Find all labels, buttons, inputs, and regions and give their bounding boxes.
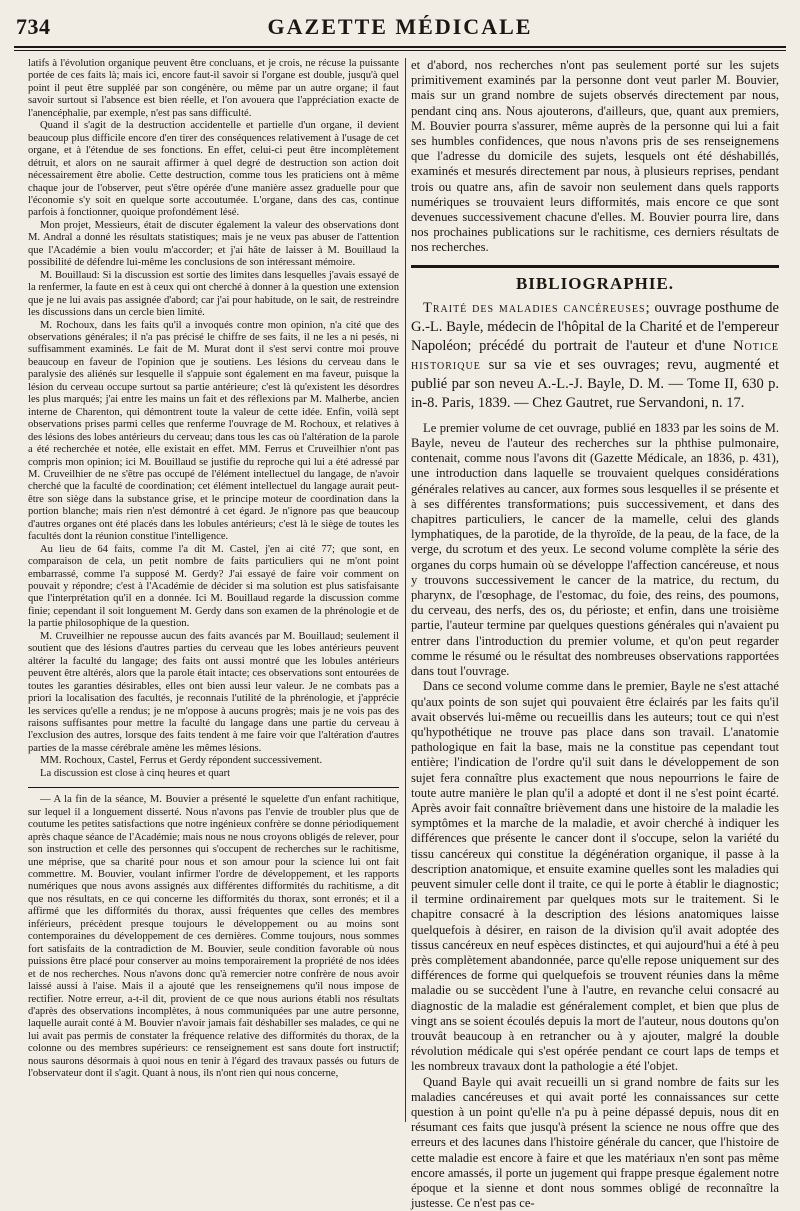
bibliography-notice: Notice historique: [411, 337, 779, 373]
paragraph: et d'abord, nos recherches n'ont pas seulement porté sur les sujets primitivement examinés par la personne dont veut parler M. Bouvier, mais sur un grand nombre de sujets observés directement par nous, pendant cinq ans. Nous ajouterons, d'ailleurs, que, quant aux premiers, M. Bouvier pourra s'assurer, même auprès de la personne qui lui a fait ses humbles confidences, que nous n'avons pris de ses renseignemens que l'adresse du domicile des sujets, lesquels ont été déshabillés, examinés et mesurés directement par nous, à plusieurs reprises, pendant trois ou quatre ans, afin de savoir non seulement dans quels rapports numériques se trouvaient leurs difformités, mais encore ce que sont devenues successivement chacune d'elles. M. Bouvier pourra lire, dans nos prochaines publications sur le rachitisme, ces derniers résultats de nos recherches.: [411, 58, 779, 255]
column-divider: [405, 58, 406, 1122]
paragraph: M. Cruveilhier ne repousse aucun des faits avancés par M. Bouillaud; seulement il soutient que des lésions d'autres parties du cerveau que les lobes antérieurs peuvent altérer la faculté du langage; des faits ont aussi montré que les lobules antérieurs peuvent être altérés, alors que la parole était intacte; ces observations sont entourées de toutes les garanties désirables, elles ont bien aussi leur valeur. Je ne combats pas a priori la localisation des facultés, je reconnais l'utilité de la phrénologie, et j'apprécie les services qu'elle a rendus; je ne m'oppose à aucuns progrès; mais je ne vois pas des raisons suffisantes pour mettre la faculté du langage dans une partie du cerveau à l'exclusion des autres, lorsque des faits tendent à me faire voir que l'altération d'autres parties de la masse cérébrale amène les mêmes lésions.: [28, 630, 399, 754]
bibliography-text-1: ouvrage posthume de G.-L. Bayle, médecin de l'hôpital de la Charité et de l'empereur Napoléon; précédé du portrait de l'auteur et d'une: [411, 299, 779, 354]
paragraph: La discussion est close à cinq heures et quart: [40, 767, 231, 779]
paragraph: Quand Bayle qui avait recueilli un si grand nombre de faits sur les maladies cancéreuses et qui avait porté les connaissances sur cette question à un point qu'elle n'a pu à peine dépassé depuis, nous dit en résumant ces faits que jusqu'à présent la science ne nous offre que des erreurs et des lacunes dans l'histoire générale du cancer, que l'histoire de cette maladie est encore à faire et que les matériaux n'en sont pas même encore amassés, il porte un jugement qui frappe presque également notre époque et la sienne et dont nous sommes obligé de reconnaître la justesse. Ce n'est pas ce-: [411, 1074, 779, 1211]
paragraph: — A la fin de la séance, M. Bouvier a présenté le squelette d'un enfant rachitique, sur lequel il a longuement disserté. Nous n'avons pas l'envie de troubler plus que de coutume les petites satisfactions que notre ingénieux confrère se donne périodiquement après chaque séance de l'Académie; mais nous ne nous croyons obligés de relever, pour son instruction et celle des personnes qui s'occupent de recherches sur le rachitisme, une méprise, que sa charité pour nous et son amour pour la science lui ont fait commettre. M. Bouvier, voulant infirmer l'ordre de développement, et les rapports numériques que nous avons assignés aux différentes difformités du rachitisme, a dit que nos résultats, en ce qui concerne les difformités du thorax, sont erronés; et il a affirmé que les difformités du thorax, aussi fréquentes que celles des membres inférieurs, précèdent presque toujours le développement ou au moins sont contemporaines du développement de ces dernières. Comme toujours, nous sommes fort satisfaits de la contradiction de M. Bouvier, seule condition favorable où nous puissions être placé pour conserver au moins temporairement la propriété de nos idées et de nos recherches. Nous n'avons donc qu'à remercier notre confrère de nous avoir laissé aussi à l'aise. Mais il a ajouté que les renseignemens qu'il nous impose de rectifier. Notre erreur, a-t-il dit, provient de ce que nous aurions établi nos résultats d'après des observations incomplètes, à nous communiquées par une autre personne, laquelle aurait conté à M. Bouvier n'avoir jamais fait déshabiller ses malades, ce qui ne lui avait pas permis de constater la fréquence relative des difformités du thorax, de la colonne ou des membres supérieurs: ce renseignement est sans doute fort instructif; nous saurons désormais à quoi nous en tenir à l'égard des travaux passés ou futurs de l'observateur dont il s'agit. Quant à nous, ils n'ont rien qui nous concerne,: [28, 794, 399, 1080]
page-header: [0, 0, 800, 39]
paragraph: Le premier volume de cet ouvrage, publié en 1833 par les soins de M. Bayle, neveu de l'auteur des recherches sur la phthise pulmonaire, contenait, comme nous l'avons dit (Gazette Médicale, an 1836, p. 431), une introduction dans laquelle se trouvaient quelques considérations générales relatives au cancer, aux formes sous lesquelles il se présente et à ses différentes transformations; puis successivement, et dans des chapitres particuliers, le cancer de la mamelle, celui des glands lymphatiques, de la parotide, de la thyroïde, de la peau, de la face, de la verge, du scrotum et des yeux. Le second volume complète la série des organes du corps humain où se développe l'affection cancéreuse, et nous y trouvons successivement le cancer de la matrice, du rectum, du pharynx, de l'œsophage, de l'estomac, du foie, des reins, des poumons, du cerveau, des nerfs, des os, du périoste; et enfin, dans une troisième partie, l'auteur termine par quelques questions générales qui n'avaient pu entrer dans l'introduction du premier volume, et qu'on peut regarder comme le résumé ou le résultat des nombreuses observations rapportées dans tout l'ouvrage.: [411, 420, 779, 679]
header-rule: [14, 46, 786, 51]
separator-rule: [28, 787, 399, 788]
paragraph: Dans ce second volume comme dans le premier, Bayle ne s'est attaché qu'aux points de son sujet qui pouvaient être éclairés par les faits qu'il avait observés lui-même ou recueillis dans les auteurs; tout ce qui n'est qu'hypothétique ne trouve pas place dans son travail. L'anatomie pathologique en fait la base, mais ne la constitue pas cependant tout entière; l'indication de l'ordre qu'il suit dans le développement de son sujet fera connaître plus exactement que nous nepourrions le faire de toute autre manière le plan qu'il a adopté et dont il ne s'est point écarté. Après avoir fait connaître brièvement dans une histoire de la maladie les symptômes et la marche de la maladie, et avoir cherché à indiquer les différences que présente le cancer dont il s'occupe, selon la variété du tissu cancéreux qui constitue la dégénération organique, il passe à la description anatomique, et ensuite examine quelles sont les maladies qui peuvent simuler celle dont il traite, ce qui le porte à établir le diagnostic; il termine ordinairement par quelques mots sur le traitement. Si le chapitre consacré à la description des lésions anatomiques laisse quelquefois à désirer, en raison de la division qu'il avait adoptée des tissus cancéreux en neuf espèces distinctes, et qui aujourd'hui a été à peu près complètement abandonnée, parce qu'elle repose uniquement sur des différences de forme qui quelquefois se trouvent réunies dans la même maladie ou se succèdent l'une à l'autre, en revanche celui consacré au diagnostic de la maladie est généralement complet, et bien que plus de vingt ans se soient écoulés depuis la mort de l'auteur, nous doutons qu'on trouvât beaucoup à en retrancher ou à y ajouter, malgré la double révolution médicale qui s'est opérée pendant ce court laps de temps et les nombreux travaux dont la pathologie a été l'objet.: [411, 679, 779, 1074]
paragraph: Au lieu de 64 faits, comme l'a dit M. Castel, j'en ai cité 77; que sont, en comparaison de cela, un petit nombre de faits particuliers qui ne m'ont point embarrassé, comme l'a supposé M. Gerdy? J'ai essayé de faire voir comment on pouvait y répondre; c'est à l'Académie de décider si ma solution est plus satisfaisante que l'interprétation qu'il en a donnée. Ici M. Bouillaud regarde la discussion comme finie; cependant il soit longuement M. Gerdy dans son examen de la phrénologie et de la partie philosophique de la question.: [28, 543, 399, 630]
right-column: [411, 58, 779, 1211]
paragraph: M. Bouillaud: Si la discussion est sortie des limites dans lesquelles j'avais essayé de la renfermer, la faute en est à ceux qui ont cherché à donner à la question une extension que je ne lui avais pas assignée d'abord; car j'ai pour habitude, on le sait, de restreindre les discussions dans un cercle bien limité.: [28, 269, 399, 319]
section-rule: [411, 265, 779, 268]
bibliography-entry: [411, 299, 779, 413]
bibliography-text-2: sur sa vie et ses ouvrages; revu, augmenté et publié par son neveu A.-L.-J. Bayle, D. M. — Tome II, 630 p. in-8. Paris, 1839. — Chez Gautret, rue Servandoni, n. 17.: [411, 356, 779, 411]
paragraph: Quand il s'agit de la destruction accidentelle et partielle d'un organe, il devient beaucoup plus difficile encore d'en tirer des conséquences relativement à l'usage de cet organe, et à l'étendue de ses fonctions. En effet, celui-ci peut être incomplètement détruit, et alors on ne saurait affirmer à quel degré de destruction son action doit nécessairement être abolie. Cette destruction, comme tous les praticiens ont à même chaque jour de l'observer, peut s'être opérée d'une manière assez graduelle pour que l'économie s'y soit en quelque sorte accoutumée. L'organe, dans des cas, continue parfois à fonctionner, quoique profondément lésé.: [28, 120, 399, 219]
bibliography-title: Traité des maladies cancéreuses;: [423, 299, 651, 316]
bibliography-heading: BIBLIOGRAPHIE.: [515, 273, 675, 293]
paragraph: M. Rochoux, dans les faits qu'il a invoqués contre mon opinion, n'a cité que des observations générales; il n'a pas précisé le chiffre de ses faits, il ne les a ni pesés, ni suffisamment examinés. Le fait de M. Murat dont il s'est servi contre moi prouve beaucoup en faveur de l'opinion que je soutiens. Les lésions du cerveau dans le paralysie des aliénés sur lesquelle il s'appuie sont également en ma faveur, puisque la lésion du cerveau occupe surtout sa partie antérieure; c'est là qu'existent les désordres les plus marqués; j'ai entre les mains un fait et des réflexions par M. Malherbe, ancien interne de Charenton, qui démontrent toute la valeur de cette idée. Enfin, voilà sept observations prises parmi celles que renferme l'ouvrage de M. Rochoux, et relatives à des lésions des lobes antérieurs du cerveau; dans tous les cas où l'altération de la parole a été recherchée et notée, elle existait en effet. MM. Ferrus et Cruveilhier n'ont pas compris mon opinion; ici M. Bouillaud se justifie du reproche qui lui a été adressé par M. Cruveilhier de ne s'être pas occupé de l'élément intellectuel du langage, de n'avoir cherché que la faculté de coordination; cet élément intellectuel du langage aurait peut-être son siège dans la substance grise, et le principe moteur de coordination dans la portion blanche; mais rien n'est démontré à cet égard. Je n'ignore pas que beaucoup d'autres organes ont été placés dans les lobules antérieurs; c'est là le siège de toutes les facultés dont la réunion constitue l'intelligence.: [28, 319, 399, 543]
paragraph: Mon projet, Messieurs, était de discuter également la valeur des observations dont M. Andral a donné les résultats statistiques; mais je ne veux pas abuser de l'attention que l'Académie a bien voulu m'accorder; et j'ai hâte de laisser à M. Bouillaud la possibilité de défendre lui-même les conclusions de son intéressant mémoire.: [28, 219, 399, 269]
page-number: 734: [16, 14, 51, 39]
right-column-top: [411, 58, 779, 256]
paragraph: latifs à l'évolution organique peuvent être concluans, et je crois, ne récuse la puissante portée de ces faits là; mais ici, encore faut-il savoir si l'organe est double, jusqu'à quel point il peut être suppléé par son congénère, ou même par un autre organe; il faut savoir surtout si l'absence est bien réelle, et l'on avouera que l'appréciation exacte de l'anencéphalie, par exemple, n'est pas sans difficulté.: [28, 58, 399, 119]
page-title: GAZETTE MÉDICALE: [267, 14, 533, 39]
left-column: [28, 58, 399, 1122]
paragraph: MM. Rochoux, Castel, Ferrus et Gerdy répondent successivement.: [40, 755, 323, 767]
right-column-body: [411, 421, 779, 1211]
